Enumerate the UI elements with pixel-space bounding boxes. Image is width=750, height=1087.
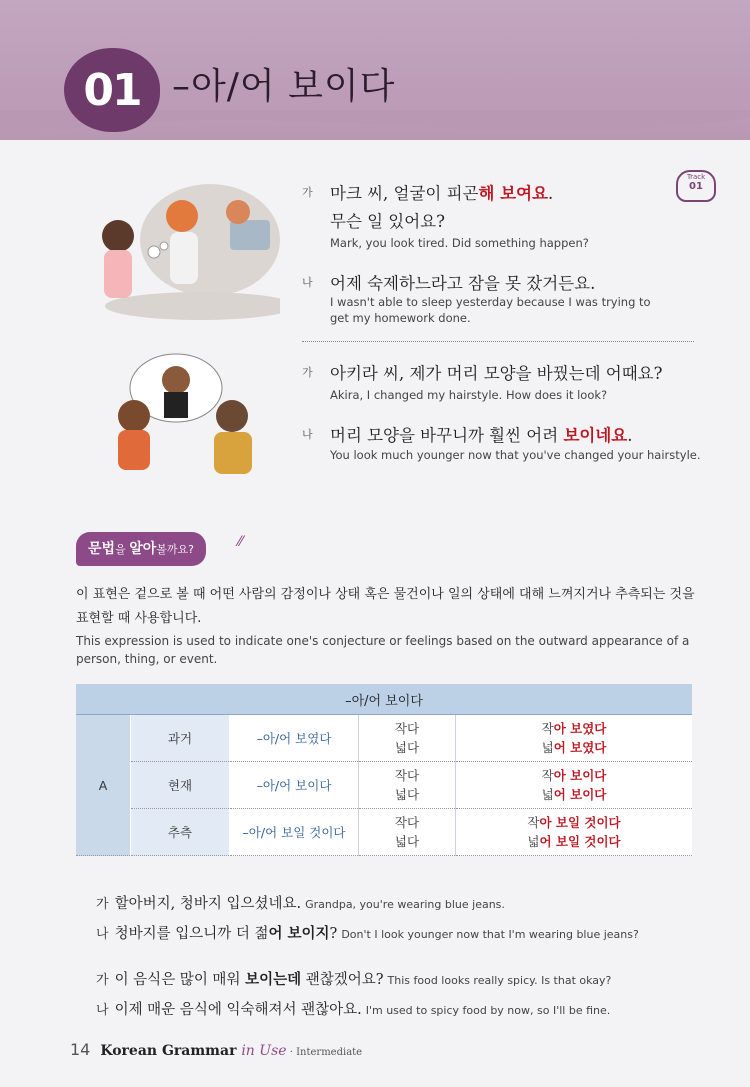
stem: 넓 [541,740,554,755]
example-sentence [96,892,505,913]
stem: 넓 [541,787,554,802]
headphones-icon: Track [686,173,706,181]
tense-cell: 현재 [131,762,230,809]
ending: 아 보였다 [553,721,607,736]
speaker-label: 가 [96,897,109,912]
tense-cell: 과거 [131,715,230,762]
korean-text: 괜찮겠어요? [301,972,384,988]
explanation-korean [76,583,696,631]
example-sentence [96,998,610,1019]
table-row [76,715,692,762]
dialogue-line: 아키라 씨, 제가 머리 모양을 바꿨는데 어때요? [330,364,663,383]
highlighted-expression: 보이는데 [245,971,302,988]
example-word: 넓다 [394,834,420,849]
ending: 어 보일 것이다 [539,834,621,849]
english-text: Don't I look younger now that I'm wearing blue jeans? [341,928,639,941]
ending: 어 보였다 [553,740,607,755]
stem: 작 [541,721,554,736]
result-word [456,832,692,851]
result-word [456,738,692,757]
lesson-title: –아/어 보이다 [172,66,396,107]
highlighted-expression: 보이네요 [563,426,628,445]
text-segment: . [548,184,554,203]
heading-text: 볼까요? [156,543,194,556]
sparkle-icon: ⁄⁄ [238,534,243,550]
lesson-number-badge: 01 [64,48,160,132]
example-word: 넓다 [394,787,420,802]
dialogue-line [330,422,632,446]
result-word [456,719,692,738]
result-cell [456,715,693,762]
example-word: 넓다 [394,740,420,755]
grammar-section-heading [76,532,206,566]
korean-text: 할아버지, 청바지 입으셨네요. [114,896,302,912]
illustration-hairstyle [96,352,286,477]
example-sentence [96,922,639,943]
tense-cell: 추측 [131,809,230,856]
table-row [76,762,692,809]
table-header-row [76,684,692,715]
translation: You look much younger now that you've changed your hairstyle. [330,448,701,462]
speaker-label: 나 [302,428,313,441]
explanation-english: This expression is used to indicate one's conjecture or feelings based on the outward appearance of a person, thing, or event. [76,634,690,666]
dialogue-line [330,180,553,204]
korean-text: 청바지를 입으니까 더 젊 [114,926,269,942]
form-cell: –아/어 보이다 [230,762,359,809]
korean-text: 이 음식은 많이 매워 [114,972,246,988]
table-row [76,809,692,856]
korean-text: ? [329,926,338,942]
example-word: 작다 [394,721,420,736]
form-cell: –아/어 보일 것이다 [230,809,359,856]
ending: 아 보일 것이다 [539,815,621,830]
example-sentence [96,968,611,989]
text-segment: 머리 모양을 바꾸니까 훨씬 어려 [330,426,564,445]
book-title-italic: in Use [241,1043,287,1059]
page-footer [70,1040,362,1059]
speaker-label: 가 [302,186,313,199]
audio-track-badge[interactable] [676,170,716,202]
dialogue-line: 무슨 일 있어요? [330,212,445,231]
english-text: I'm used to spicy food by now, so I'll be fine. [365,1004,611,1017]
result-cell [456,762,693,809]
track-number: 01 [689,181,703,192]
heading-text: 을 [115,543,130,556]
text-segment: . [627,426,633,445]
result-word [456,785,692,804]
form-cell: –아/어 보였다 [230,715,359,762]
english-text: Grandpa, you're wearing blue jeans. [305,898,505,911]
book-title-text: Korean Grammar [100,1043,242,1059]
speaker-label: 가 [302,366,313,379]
result-word [456,813,692,832]
result-cell [456,809,693,856]
ending: 아 보이다 [553,768,607,783]
example-cell [359,715,456,762]
translation: I wasn't able to sleep yesterday because I was trying to [330,295,651,309]
translation: Akira, I changed my hairstyle. How does it look? [330,388,608,402]
text-segment: 마크 씨, 얼굴이 피곤 [330,184,479,203]
divider [302,341,694,342]
ending: 어 보이다 [553,787,607,802]
stem: 넓 [527,834,540,849]
speaker-label: 나 [302,276,313,289]
speaker-label: 가 [96,973,109,988]
highlighted-expression: 어 보이지 [268,925,330,942]
explanation-line: 표현할 때 사용합니다. [76,611,202,626]
stem: 작 [527,815,540,830]
dialogue-line: 어제 숙제하느라고 잠을 못 잤거든요. [330,274,596,293]
translation: Mark, you look tired. Did something happen? [330,236,589,250]
speaker-label: 나 [96,1003,109,1018]
book-title [100,1043,286,1059]
example-word: 작다 [394,815,420,830]
category-cell: A [76,715,131,856]
illustration-tired-student [80,180,280,330]
highlighted-expression: 해 보여요 [478,184,549,203]
speaker-label: 나 [96,927,109,942]
example-word: 작다 [394,768,420,783]
heading-text: 알아 [129,541,157,557]
heading-text: 문법 [88,541,116,557]
korean-text: 이제 매운 음식에 익숙해져서 괜찮아요. [114,1002,362,1018]
translation: get my homework done. [330,311,471,325]
stem: 작 [541,768,554,783]
example-cell [359,809,456,856]
page-number: 14 [70,1040,91,1059]
result-word [456,766,692,785]
table-header: –아/어 보이다 [76,684,692,715]
example-cell [359,762,456,809]
english-text: This food looks really spicy. Is that okay? [387,974,612,987]
explanation-line: 이 표현은 겉으로 볼 때 어떤 사람의 감정이나 상태 혹은 물건이나 일의 상태에 대해 느껴지거나 추측되는 것을 [76,587,695,602]
conjugation-table [76,684,692,856]
book-level: · Intermediate [286,1047,363,1058]
